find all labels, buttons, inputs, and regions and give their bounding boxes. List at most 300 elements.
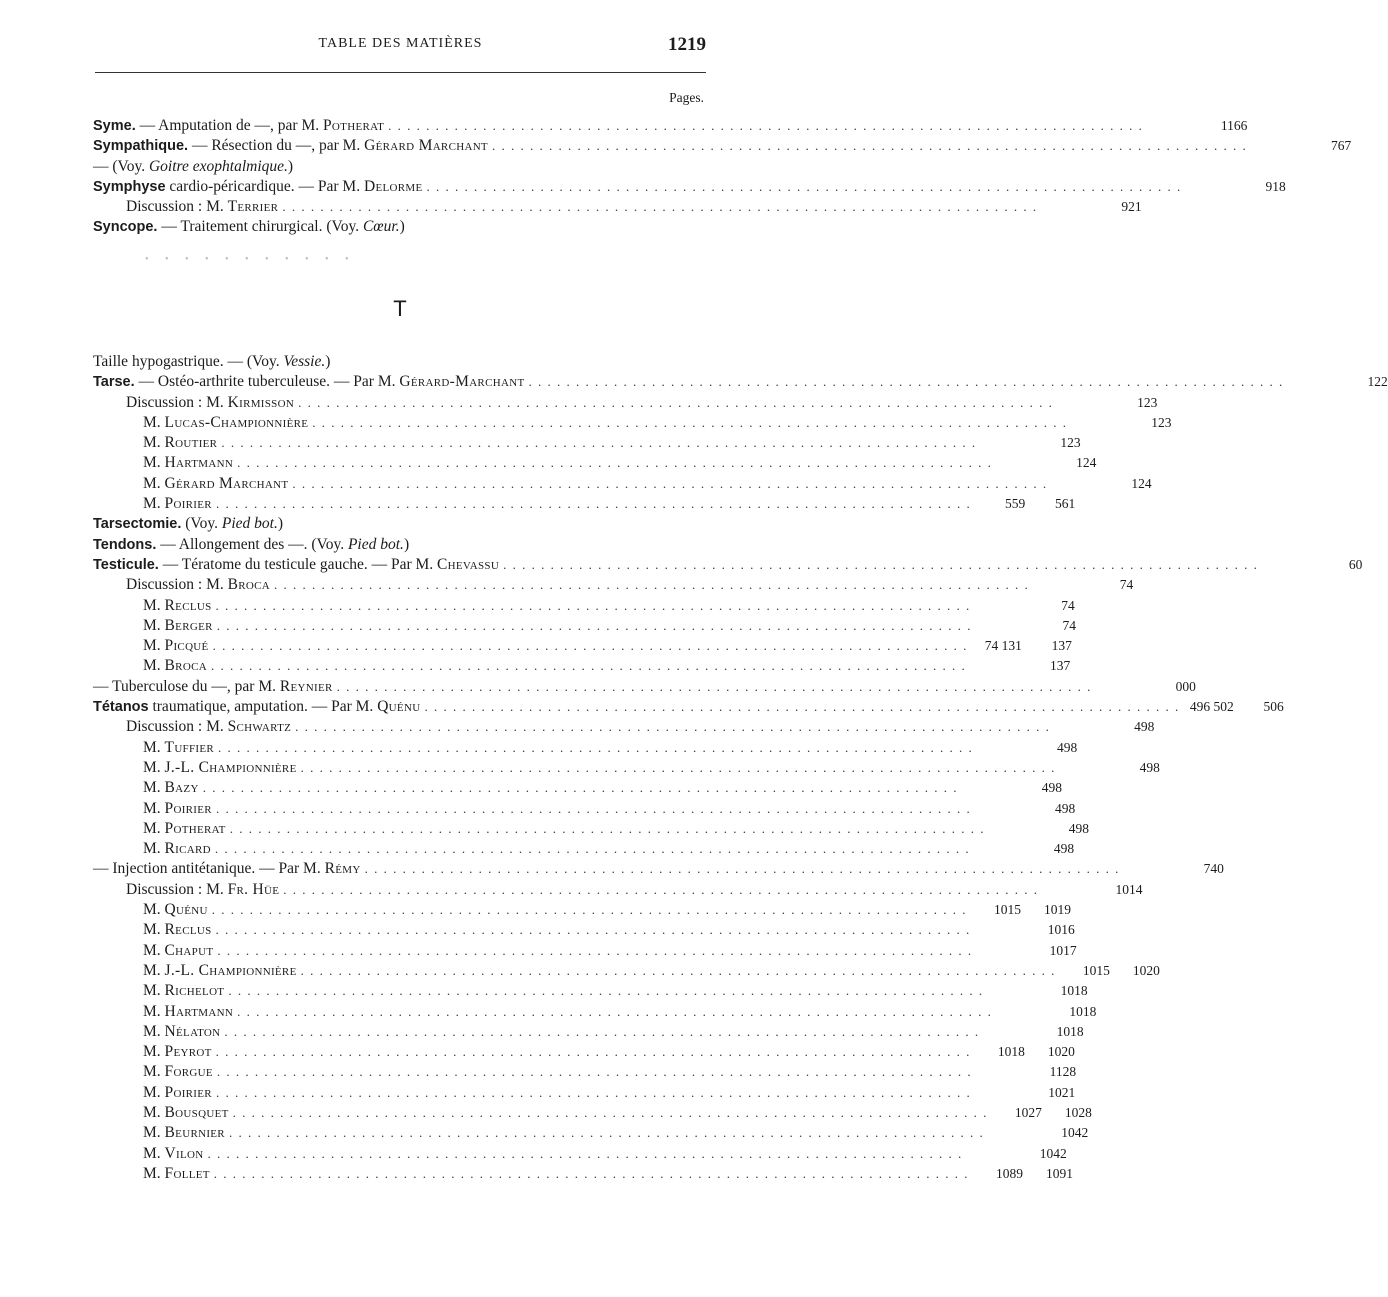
page-ref: 1019 <box>1044 902 1072 918</box>
entry-description: M. <box>143 616 165 634</box>
page-ref: 498 <box>1041 780 1062 796</box>
running-title: TABLE DES MATIÈRES <box>318 36 483 51</box>
dot-leader: . . . . . . . . . . . . . . . . . . . . . . . . . . . . . . . . . . . . . . . . . . . . . . . . . . . . . . . . . . . . . . . . . . . . . . . . . . . . . . . . <box>218 739 974 755</box>
page-number: 1219 <box>668 34 706 55</box>
index-entry <box>93 637 1072 657</box>
dot-leader: . . . . . . . . . . . . . . . . . . . . . . . . . . . . . . . . . . . . . . . . . . . . . . . . . . . . . . . . . . . . . . . . . . . . . . . . . . . . . . . . <box>228 983 984 999</box>
entry-description: — Tératome du testicule gauche. — Par M. <box>158 555 438 573</box>
author-name: Chevassu <box>437 555 500 573</box>
page-ref: 74 <box>1061 597 1075 613</box>
page-ref: 498 <box>1134 719 1155 735</box>
dot-leader: . . . . . . . . . . . . . . . . . . . . . . . . . . . . . . . . . . . . . . . . . . . . . . . . . . . . . . . . . . . . . . . . . . . . . . . . . . . . . . . . <box>221 435 977 451</box>
entry-text <box>126 576 270 594</box>
page-ref-secondary: 559 <box>1004 496 1026 512</box>
dot-leader: . . . . . . . . . . . . . . . . . . . . . . . . . . . . . . . . . . . . . . . . . . . . . . . . . . . . . . . . . . . . . . . . . . . . . . . . . . . . . . . . <box>364 861 1120 877</box>
index-entry <box>93 1124 1089 1144</box>
entry-description: M. <box>143 819 165 837</box>
entry-text <box>143 414 308 432</box>
entry-text <box>143 475 288 493</box>
author-name: Broca <box>227 576 271 594</box>
entry-heading: Syncope. <box>93 219 158 236</box>
entry-text <box>93 353 330 371</box>
author-name: Reclus <box>164 921 212 939</box>
dot-leader: . . . . . . . . . . . . . . . . . . . . . . . . . . . . . . . . . . . . . . . . . . . . . . . . . . . . . . . . . . . . . . . . . . . . . . . . . . . . . . . . <box>229 820 985 836</box>
entry-text <box>143 1084 212 1102</box>
index-entry <box>93 536 707 556</box>
author-name: Richelot <box>164 982 225 1000</box>
entry-description: M. <box>143 495 165 513</box>
dot-leader: . . . . . . . . . . . . . . . . . . . . . . . . . . . . . . . . . . . . . . . . . . . . . . . . . . . . . . . . . . . . . . . . . . . . . . . . . . . . . . . . <box>300 759 1056 775</box>
index-entry <box>93 1164 1074 1185</box>
entry-description: M. <box>143 982 165 1000</box>
dot-leader: . . . . . . . . . . . . . . . . . . . . . . . . . . . . . . . . . . . . . . . . . . . . . . . . . . . . . . . . . . . . . . . . . . . . . . . . . . . . . . . . <box>224 1023 980 1039</box>
entry-tail: ) <box>399 218 405 236</box>
entry-text <box>126 718 291 736</box>
author-name: Potherat <box>164 819 226 837</box>
page-ref-secondary: 496 502 <box>1189 699 1234 715</box>
index-entry <box>93 393 1158 414</box>
index-entry <box>93 596 1075 617</box>
page-ref: 1166 <box>1220 118 1248 133</box>
entry-text <box>93 698 420 716</box>
page-ref: 122 <box>1367 374 1388 390</box>
entry-text <box>93 515 283 533</box>
author-name: Beurnier <box>164 1124 225 1142</box>
author-name: Schwartz <box>227 718 292 736</box>
entry-text <box>143 1043 212 1061</box>
cross-reference: Pied bot. <box>347 535 404 553</box>
entry-description: M. <box>143 901 165 919</box>
index-entry <box>93 961 1160 982</box>
index-entry <box>93 738 1078 759</box>
index-entry <box>93 1103 1092 1124</box>
index-entry <box>93 198 1142 218</box>
page-ref-secondary: 1015 <box>1082 962 1110 978</box>
index-entry <box>93 779 1062 799</box>
dot-leader: . . . . . . . . . . . . . . . . . . . . . . . . . . . . . . . . . . . . . . . . . . . . . . . . . . . . . . . . . . . . . . . . . . . . . . . . . . . . . . . . <box>214 841 971 857</box>
entry-description: M. <box>143 454 165 472</box>
entry-text <box>143 597 212 615</box>
page-ref-secondary: 74 131 <box>984 638 1022 654</box>
author-name: Poirier <box>164 799 212 817</box>
page-ref: 1020 <box>1047 1044 1075 1060</box>
index-entry <box>93 860 1224 880</box>
entry-description: Discussion : M. <box>126 718 228 736</box>
entry-description: M. <box>143 758 165 776</box>
index-entry <box>93 880 1143 901</box>
entry-text <box>93 117 384 135</box>
page-ref: 498 <box>1057 739 1078 755</box>
entry-text <box>126 881 279 899</box>
entry-description: M. <box>143 799 165 817</box>
index-entry <box>93 799 1076 820</box>
index-entry <box>93 698 1284 718</box>
page-ref: 123 <box>1137 394 1158 410</box>
page-ref: 921 <box>1121 199 1142 215</box>
entry-text <box>143 454 233 472</box>
entry-text <box>143 982 224 1000</box>
entry-text <box>143 840 211 858</box>
dot-leader: . . . . . . . . . . . . . . . . . . . . . . . . . . . . . . . . . . . . . . . . . . . . . . . . . . . . . . . . . . . . . . . . . . . . . . . . . . . . . . . . <box>215 922 971 938</box>
index-entry <box>93 1043 1075 1063</box>
index-entries-s <box>93 117 1352 239</box>
author-name: J.-L. Championnière <box>164 758 297 776</box>
dot-leader: . . . . . . . . . . . . . . . . . . . . . . . . . . . . . . . . . . . . . . . . . . . . . . . . . . . . . . . . . . . . . . . . . . . . . . . . . . . . . . . . <box>213 1165 970 1181</box>
author-name: Lucas-Championnière <box>164 413 309 431</box>
entry-tail: ) <box>403 535 410 553</box>
entry-description: M. <box>143 961 165 979</box>
entry-text <box>93 536 409 554</box>
author-name: Bousquet <box>164 1103 229 1121</box>
index-entry <box>93 819 1089 840</box>
page-ref: 137 <box>1049 658 1071 674</box>
author-name: Chaput <box>164 941 214 959</box>
index-entry <box>93 657 1071 677</box>
dot-leader: . . . . . . . . . . . . . . . . . . . . . . . . . . . . . . . . . . . . . . . . . . . . . . . . . . . . . . . . . . . . . . . . . . . . . . . . . . . . . . . . <box>211 902 968 918</box>
author-name: J.-L. Championnière <box>164 961 297 979</box>
author-name: Fr. Hüe <box>227 880 280 898</box>
entry-description: M. <box>143 637 165 655</box>
page-ref: 498 <box>1053 841 1075 857</box>
dot-leader: . . . . . . . . . . . . . . . . . . . . . . . . . . . . . . . . . . . . . . . . . . . . . . . . . . . . . . . . . . . . . . . . . . . . . . . . . . . . . . . . <box>388 118 1144 133</box>
index-entry <box>93 941 1077 962</box>
dot-leader: . . . . . . . . . . . . . . . . . . . . . . . . . . . . . . . . . . . . . . . . . . . . . . . . . . . . . . . . . . . . . . . . . . . . . . . . . . . . . . . . <box>300 962 1056 978</box>
entry-text <box>143 962 297 980</box>
author-name: Berger <box>164 616 213 634</box>
entry-description: M. <box>143 474 165 492</box>
entry-text <box>143 901 208 919</box>
author-name: Kirmisson <box>227 393 295 411</box>
entry-heading: Testicule. <box>93 556 159 573</box>
dot-leader: . . . . . . . . . . . . . . . . . . . . . . . . . . . . . . . . . . . . . . . . . . . . . . . . . . . . . . . . . . . . . . . . . . . . . . . . . . . . . . . . <box>215 1044 971 1060</box>
page-ref: 506 <box>1263 699 1284 715</box>
entry-description: — (Voy. <box>93 157 149 175</box>
entry-heading: Tétanos <box>93 699 149 716</box>
index-entry <box>93 921 1075 941</box>
page-ref: 561 <box>1054 496 1076 512</box>
page-ref-secondary: 1015 <box>994 902 1022 918</box>
page-ref: 74 <box>1119 577 1134 593</box>
entry-description: M. <box>143 434 165 452</box>
page-ref: 1091 <box>1046 1165 1074 1181</box>
dot-leader: . . . . . . . . . . . . . . . . . . . . . . . . . . . . . . . . . . . . . . . . . . . . . . . . . . . . . . . . . . . . . . . . . . . . . . . . . . . . . . . . <box>312 414 1068 430</box>
author-name: Gérard Marchant <box>364 137 488 155</box>
dot-leader: . . . . . . . . . . . . . . . . . . . . . . . . . . . . . . . . . . . . . . . . . . . . . . . . . . . . . . . . . . . . . . . . . . . . . . . . . . . . . . . . <box>503 556 1259 572</box>
page-ref: 1020 <box>1132 962 1160 978</box>
entry-description: M. <box>143 941 165 959</box>
author-name: Nélaton <box>164 1022 221 1040</box>
author-name: Poirier <box>164 495 212 513</box>
page-ref: 498 <box>1054 800 1076 816</box>
dot-leader: . . . . . . . . . . . . . . . . . . . . . . . . . . . . . . . . . . . . . . . . . . . . . . . . . . . . . . . . . . . . . . . . . . . . . . . . . . . . . . . . <box>237 1003 993 1019</box>
dot-leader: . . . . . . . . . . . . . . . . . . . . . . . . . . . . . . . . . . . . . . . . . . . . . . . . . . . . . . . . . . . . . . . . . . . . . . . . . . . . . . . . <box>528 374 1284 390</box>
author-name: Quénu <box>377 698 421 716</box>
index-entry <box>93 982 1088 1002</box>
entry-text <box>93 373 524 391</box>
dot-leader: . . . . . . . . . . . . . . . . . . . . . . . . . . . . . . . . . . . . . . . . . . . . . . . . . . . . . . . . . . . . . . . . . . . . . . . . . . . . . . . . <box>336 678 1092 694</box>
index-entry <box>93 495 1076 515</box>
author-name: Quénu <box>164 901 208 919</box>
author-name: Poirier <box>164 1083 212 1101</box>
dot-leader: . . . . . . . . . . . . . . . . . . . . . . . . . . . . . . . . . . . . . . . . . . . . . . . . . . . . . . . . . . . . . . . . . . . . . . . . . . . . . . . . <box>295 719 1051 735</box>
entry-heading: Syme. <box>93 118 136 134</box>
author-name: Forgue <box>164 1063 213 1081</box>
dot-leader: . . . . . . . . . . . . . . . . . . . . . . . . . . . . . . . . . . . . . . . . . . . . . . . . . . . . . . . . . . . . . . . . . . . . . . . . . . . . . . . . <box>228 1125 985 1141</box>
entry-description: — Tuberculose du —, par M. <box>93 677 280 695</box>
author-name: Reynier <box>279 677 333 695</box>
dot-leader: . . . . . . . . . . . . . . . . . . . . . . . . . . . . . . . . . . . . . . . . . . . . . . . . . . . . . . . . . . . . . . . . . . . . . . . . . . . . . . . . <box>232 1104 988 1120</box>
index-entry <box>93 353 707 373</box>
author-name: Vilon <box>164 1144 204 1162</box>
entry-text <box>143 739 214 757</box>
page-ref: 60 <box>1348 556 1363 572</box>
author-name: Picqué <box>164 637 209 655</box>
entry-text <box>143 657 207 675</box>
index-entry <box>93 413 1172 434</box>
entry-heading: Sympathique. <box>93 138 189 155</box>
page-ref: 1017 <box>1049 942 1077 958</box>
page-ref: 123 <box>1060 435 1081 451</box>
author-name: Bazy <box>164 779 199 797</box>
entry-description: M. <box>143 1043 165 1061</box>
author-name: Reclus <box>164 596 212 614</box>
author-name: Gérard-Marchant <box>399 373 525 391</box>
index-entries-t <box>93 353 1388 1185</box>
index-entry <box>93 616 1076 637</box>
entry-description: M. <box>143 596 165 614</box>
author-name: Rémy <box>324 860 361 878</box>
header-rule <box>95 72 706 73</box>
page-ref: 1021 <box>1048 1084 1076 1100</box>
dot-leader: . . . . . . . . . . . . . . . . . . . . . . . . . . . . . . . . . . . . . . . . . . . . . . . . . . . . . . . . . . . . . . . . . . . . . . . . . . . . . . . . <box>216 617 972 633</box>
index-entry <box>93 1063 1077 1083</box>
dot-leader: . . . . . . . . . . . . . . . . . . . . . . . . . . . . . . . . . . . . . . . . . . . . . . . . . . . . . . . . . . . . . . . . . . . . . . . . . . . . . . . . <box>298 394 1054 410</box>
entry-text <box>143 759 297 777</box>
section-letter: T <box>393 296 407 321</box>
index-entry <box>93 758 1160 779</box>
entry-description: cardio-péricardique. — Par M. <box>165 177 364 195</box>
author-name: Peyrot <box>164 1043 212 1061</box>
index-entry <box>93 718 1155 738</box>
entry-description: M. <box>143 657 165 675</box>
page-ref: 1018 <box>1056 1023 1084 1039</box>
author-name: Routier <box>164 434 218 452</box>
dot-leader: . . . . . . . . . . . . . . . . . . . . . . . . . . . . . . . . . . . . . . . . . . . . . . . . . . . . . . . . . . . . . . . . . . . . . . . . . . . . . . . . <box>426 178 1182 194</box>
page-ref: 740 <box>1203 861 1224 877</box>
dot-leader: . . . . . . . . . . . . . . . . . . . . . . . . . . . . . . . . . . . . . . . . . . . . . . . . . . . . . . . . . . . . . . . . . . . . . . . . . . . . . . . . <box>207 1145 963 1161</box>
entry-text <box>143 495 212 513</box>
page-ref: 498 <box>1139 759 1160 775</box>
dot-leader: . . . . . . . . . . . . . . . . . . . . . . . . . . . . . . . . . . . . . . . . . . . . . . . . . . . . . . . . . . . . . . . . . . . . . . . . . . . . . . . . <box>292 475 1048 491</box>
index-entry <box>93 1144 1067 1165</box>
entry-text <box>143 820 226 838</box>
entry-text <box>93 158 293 176</box>
page-header <box>95 34 706 58</box>
faint-dots: • • • • • • • • • • • <box>145 254 356 265</box>
index-entry <box>93 117 1248 137</box>
entry-text <box>143 1104 229 1122</box>
dot-leader: . . . . . . . . . . . . . . . . . . . . . . . . . . . . . . . . . . . . . . . . . . . . . . . . . . . . . . . . . . . . . . . . . . . . . . . . . . . . . . . . <box>424 699 1180 715</box>
index-entry <box>93 1083 1076 1104</box>
entry-description: Discussion : M. <box>126 198 228 216</box>
entry-text <box>143 779 199 797</box>
entry-description: M. <box>143 1164 165 1182</box>
entry-description: M. <box>143 413 165 431</box>
index-entry <box>93 840 1075 860</box>
index-entry <box>93 434 1081 454</box>
entry-text <box>143 921 212 939</box>
entry-text <box>143 1063 213 1081</box>
page-ref: 498 <box>1068 820 1089 836</box>
index-entry <box>93 177 1286 198</box>
dot-leader: . . . . . . . . . . . . . . . . . . . . . . . . . . . . . . . . . . . . . . . . . . . . . . . . . . . . . . . . . . . . . . . . . . . . . . . . . . . . . . . . <box>215 1084 972 1100</box>
index-entry <box>93 576 1134 596</box>
entry-text <box>143 1145 204 1163</box>
entry-description: M. <box>143 840 165 858</box>
entry-description: (Voy. <box>181 515 222 533</box>
entry-description: Discussion : M. <box>126 576 228 594</box>
author-name: Potherat <box>323 117 385 134</box>
page-ref: 124 <box>1076 455 1097 471</box>
author-name: Broca <box>164 657 207 675</box>
entry-description: M. <box>143 779 165 797</box>
entry-description: Discussion : M. <box>126 393 228 411</box>
page-ref: 1028 <box>1064 1104 1092 1120</box>
entry-description: M. <box>143 1144 165 1162</box>
entry-text <box>143 637 209 655</box>
entry-description: M. <box>143 1022 165 1040</box>
entry-text <box>93 137 488 155</box>
page-ref: 1016 <box>1047 922 1075 938</box>
entry-text <box>126 198 278 216</box>
entry-description: — Résection du —, par M. <box>188 137 365 155</box>
page-ref: 137 <box>1051 638 1072 654</box>
entry-text <box>93 860 361 878</box>
author-name: Gérard Marchant <box>164 474 289 492</box>
index-entry <box>93 218 707 238</box>
entry-tail: ) <box>287 157 294 175</box>
index-entry <box>93 1002 1097 1023</box>
author-name: Hartmann <box>164 454 234 472</box>
entry-description: M. <box>143 921 165 939</box>
entry-text <box>143 1124 225 1142</box>
page-ref-secondary: 1018 <box>997 1044 1025 1060</box>
entry-description: traumatique, amputation. — Par M. <box>148 698 378 716</box>
index-entry <box>93 901 1072 921</box>
page-ref: 000 <box>1175 678 1196 694</box>
author-name: Hartmann <box>164 1002 234 1020</box>
author-name: Terrier <box>227 198 279 216</box>
entry-text <box>93 218 405 236</box>
entry-description: M. <box>143 1124 165 1142</box>
pages-column-label: Pages. <box>669 90 704 105</box>
entry-text <box>93 556 499 574</box>
page-ref: 1042 <box>1061 1125 1089 1141</box>
entry-heading: Tarsectomie. <box>93 516 182 533</box>
cross-reference: Vessie. <box>283 353 326 370</box>
entry-text <box>143 1165 210 1183</box>
index-entry <box>93 474 1152 495</box>
dot-leader: . . . . . . . . . . . . . . . . . . . . . . . . . . . . . . . . . . . . . . . . . . . . . . . . . . . . . . . . . . . . . . . . . . . . . . . . . . . . . . . . <box>282 199 1038 215</box>
index-entry <box>93 1022 1084 1043</box>
entry-text <box>93 178 422 196</box>
index-entry <box>93 677 1196 698</box>
dot-leader: . . . . . . . . . . . . . . . . . . . . . . . . . . . . . . . . . . . . . . . . . . . . . . . . . . . . . . . . . . . . . . . . . . . . . . . . . . . . . . . . <box>216 1064 973 1080</box>
dot-leader: . . . . . . . . . . . . . . . . . . . . . . . . . . . . . . . . . . . . . . . . . . . . . . . . . . . . . . . . . . . . . . . . . . . . . . . . . . . . . . . . <box>215 496 972 512</box>
dot-leader: . . . . . . . . . . . . . . . . . . . . . . . . . . . . . . . . . . . . . . . . . . . . . . . . . . . . . . . . . . . . . . . . . . . . . . . . . . . . . . . . <box>212 638 968 654</box>
entry-description: M. <box>143 1002 165 1020</box>
dot-leader: . . . . . . . . . . . . . . . . . . . . . . . . . . . . . . . . . . . . . . . . . . . . . . . . . . . . . . . . . . . . . . . . . . . . . . . . . . . . . . . . <box>274 577 1030 593</box>
index-entry <box>93 373 1388 393</box>
page-ref: 1042 <box>1039 1145 1067 1161</box>
page-ref: 767 <box>1330 138 1352 154</box>
entry-heading: Tarse. <box>93 374 135 391</box>
index-entry <box>93 454 1097 474</box>
page-ref: 124 <box>1131 475 1152 491</box>
entry-text <box>93 678 333 696</box>
author-name: Follet <box>164 1164 210 1182</box>
entry-text <box>143 800 212 818</box>
entry-text <box>143 1023 220 1041</box>
page-ref: 1014 <box>1115 881 1143 897</box>
index-entry <box>93 515 707 535</box>
page-ref: 918 <box>1265 178 1286 194</box>
dot-leader: . . . . . . . . . . . . . . . . . . . . . . . . . . . . . . . . . . . . . . . . . . . . . . . . . . . . . . . . . . . . . . . . . . . . . . . . . . . . . . . . <box>210 658 967 674</box>
author-name: Ricard <box>164 840 211 858</box>
entry-description: M. <box>143 738 165 756</box>
entry-description: Discussion : M. <box>126 880 228 898</box>
entry-tail: ) <box>325 353 331 370</box>
cross-reference: Cœur. <box>362 218 400 236</box>
index-entry <box>93 137 1352 157</box>
index-entry <box>93 555 1363 576</box>
dot-leader: . . . . . . . . . . . . . . . . . . . . . . . . . . . . . . . . . . . . . . . . . . . . . . . . . . . . . . . . . . . . . . . . . . . . . . . . . . . . . . . . <box>215 800 972 816</box>
entry-heading: Symphyse <box>93 178 166 195</box>
dot-leader: . . . . . . . . . . . . . . . . . . . . . . . . . . . . . . . . . . . . . . . . . . . . . . . . . . . . . . . . . . . . . . . . . . . . . . . . . . . . . . . . <box>217 942 973 958</box>
entry-description: — Allongement des —. (Voy. <box>156 535 348 553</box>
page-ref-secondary: 1027 <box>1014 1104 1042 1120</box>
entry-text <box>126 394 294 412</box>
author-name: Tuffier <box>164 738 215 756</box>
page-ref-secondary: 1089 <box>996 1165 1024 1181</box>
dot-leader: . . . . . . . . . . . . . . . . . . . . . . . . . . . . . . . . . . . . . . . . . . . . . . . . . . . . . . . . . . . . . . . . . . . . . . . . . . . . . . . . <box>237 455 993 471</box>
cross-reference: Goitre exophtalmique. <box>148 157 288 175</box>
dot-leader: . . . . . . . . . . . . . . . . . . . . . . . . . . . . . . . . . . . . . . . . . . . . . . . . . . . . . . . . . . . . . . . . . . . . . . . . . . . . . . . . <box>491 138 1248 154</box>
page-ref: 1018 <box>1069 1003 1097 1019</box>
entry-text <box>143 1003 233 1021</box>
entry-description: Taille hypogastrique. — (Voy. <box>93 353 284 370</box>
entry-description: — Amputation de —, par M. <box>135 117 324 134</box>
page-ref: 1018 <box>1060 983 1088 999</box>
dot-leader: . . . . . . . . . . . . . . . . . . . . . . . . . . . . . . . . . . . . . . . . . . . . . . . . . . . . . . . . . . . . . . . . . . . . . . . . . . . . . . . . <box>283 881 1039 897</box>
entry-text <box>143 942 213 960</box>
entry-description: M. <box>143 1103 165 1121</box>
entry-heading: Tendons. <box>93 536 157 553</box>
author-name: Delorme <box>363 177 423 195</box>
entry-description: — Injection antitétanique. — Par M. <box>93 860 325 878</box>
entry-tail: ) <box>277 515 284 533</box>
entry-description: M. <box>143 1063 165 1081</box>
cross-reference: Pied bot. <box>221 515 278 533</box>
page-ref: 123 <box>1151 414 1172 430</box>
index-entry <box>93 158 707 178</box>
entry-description: — Ostéo-arthrite tuberculeuse. — Par M. <box>134 373 400 391</box>
entry-text <box>143 617 213 635</box>
dot-leader: . . . . . . . . . . . . . . . . . . . . . . . . . . . . . . . . . . . . . . . . . . . . . . . . . . . . . . . . . . . . . . . . . . . . . . . . . . . . . . . . <box>215 597 971 613</box>
entry-description: — Traitement chirurgical. (Voy. <box>157 218 363 236</box>
entry-description: M. <box>143 1083 165 1101</box>
entry-text <box>143 434 217 452</box>
